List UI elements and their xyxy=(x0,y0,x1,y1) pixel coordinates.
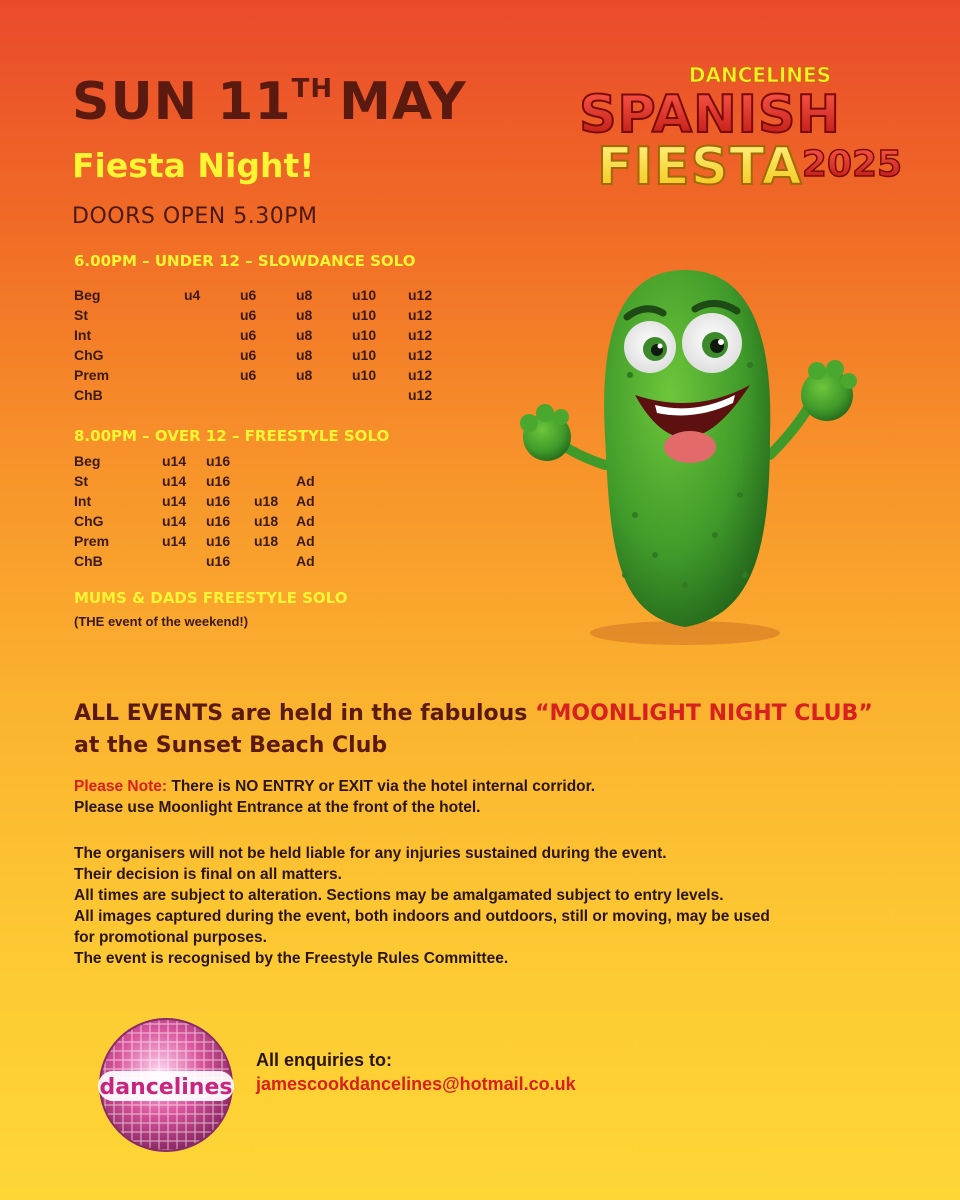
terms-line: The event is recognised by the Freestyle Rules Committee. xyxy=(74,950,509,967)
age-group: u6 xyxy=(240,367,257,383)
venue-club-name: “MOONLIGHT NIGHT CLUB” xyxy=(535,701,873,726)
date-ordinal: TH xyxy=(291,74,334,104)
age-group: u8 xyxy=(296,347,313,363)
age-group: Ad xyxy=(296,513,315,529)
age-group xyxy=(296,451,336,471)
age-group: u10 xyxy=(352,327,377,343)
terms-line: for promotional purposes. xyxy=(74,929,267,946)
age-group: u14 xyxy=(162,493,187,509)
age-group xyxy=(352,385,408,405)
level-label: ChB xyxy=(74,387,103,403)
terms-line: All times are subject to alteration. Sections may be amalgamated subject to entry levels. xyxy=(74,887,724,904)
level-label: St xyxy=(74,473,88,489)
schedule-row xyxy=(74,305,458,325)
doors-open: DOORS OPEN 5.30PM xyxy=(72,204,318,229)
age-group: u10 xyxy=(352,347,377,363)
age-group: u8 xyxy=(296,367,313,383)
schedule-row xyxy=(74,451,336,471)
level-label: Prem xyxy=(74,367,110,383)
age-group: Ad xyxy=(296,553,315,569)
terms-block xyxy=(74,843,944,969)
age-group xyxy=(184,305,240,325)
age-group: u16 xyxy=(206,493,231,509)
age-group: u12 xyxy=(408,387,433,403)
venue-line-2: at the Sunset Beach Club xyxy=(74,733,388,758)
section-over12-heading: 8.00PM – OVER 12 – FREESTYLE SOLO xyxy=(74,427,390,445)
age-group xyxy=(184,345,240,365)
pickle-mascot-illustration xyxy=(505,255,865,655)
age-group: Ad xyxy=(296,533,315,549)
venue-line-1 xyxy=(74,698,934,730)
event-date xyxy=(72,72,467,132)
age-group: u12 xyxy=(408,367,433,383)
age-group: u12 xyxy=(408,327,433,343)
age-group: u14 xyxy=(162,533,187,549)
schedule-row xyxy=(74,511,336,531)
enquiries-email-link[interactable]: jamescookdancelines@hotmail.co.uk xyxy=(256,1074,576,1094)
age-group: u14 xyxy=(162,513,187,529)
age-group: u18 xyxy=(254,493,279,509)
age-group xyxy=(240,385,296,405)
age-group: u6 xyxy=(240,327,257,343)
age-group: Ad xyxy=(296,473,315,489)
schedule-row xyxy=(74,551,336,571)
schedule-row xyxy=(74,285,458,305)
level-label: Beg xyxy=(74,287,101,303)
venue-intro: ALL EVENTS are held in the fabulous xyxy=(74,701,536,726)
section-under12-table xyxy=(74,285,458,405)
level-label: ChB xyxy=(74,553,103,569)
age-group: u6 xyxy=(240,307,257,323)
level-label: ChG xyxy=(74,513,104,529)
age-group: u6 xyxy=(240,347,257,363)
level-label: ChG xyxy=(74,347,104,363)
age-group: u16 xyxy=(206,473,231,489)
age-group: u10 xyxy=(352,367,377,383)
age-group: u8 xyxy=(296,327,313,343)
age-group xyxy=(184,385,240,405)
section-mums-dads-heading: MUMS & DADS FREESTYLE SOLO xyxy=(74,589,348,607)
notice-text-1: There is NO ENTRY or EXIT via the hotel internal corridor. xyxy=(167,778,596,795)
dancelines-disco-ball-logo xyxy=(96,1015,236,1155)
notice-line-1 xyxy=(74,776,934,797)
age-group xyxy=(254,471,296,491)
enquiries-label: All enquiries to: xyxy=(256,1050,393,1070)
logo-brand-text: dancelines xyxy=(99,1075,233,1100)
terms-line: Their decision is final on all matters. xyxy=(74,866,342,883)
level-label: St xyxy=(74,307,88,323)
age-group: u12 xyxy=(408,307,433,323)
spanish-fiesta-logo xyxy=(560,60,910,200)
notice-line-2: Please use Moonlight Entrance at the front of the hotel. xyxy=(74,799,481,816)
schedule-row xyxy=(74,491,336,511)
section-mums-dads-note: (THE event of the weekend!) xyxy=(74,614,249,629)
age-group: u12 xyxy=(408,347,433,363)
age-group xyxy=(162,551,206,571)
age-group: Ad xyxy=(296,493,315,509)
logo-year-text: 2025 xyxy=(801,144,903,185)
age-group: u16 xyxy=(206,533,231,549)
age-group: u16 xyxy=(206,453,231,469)
age-group: u14 xyxy=(162,453,187,469)
schedule-row xyxy=(74,325,458,345)
age-group: u16 xyxy=(206,513,231,529)
age-group xyxy=(254,551,296,571)
schedule-row xyxy=(74,345,458,365)
terms-line: The organisers will not be held liable for any injuries sustained during the event. xyxy=(74,845,667,862)
level-label: Int xyxy=(74,493,92,509)
age-group: u8 xyxy=(296,287,313,303)
logo-dancelines-text: DANCELINES xyxy=(688,63,832,87)
age-group: u18 xyxy=(254,513,279,529)
schedule-row xyxy=(74,385,458,405)
age-group: u14 xyxy=(162,473,187,489)
terms-line: All images captured during the event, both indoors and outdoors, still or moving, may be used xyxy=(74,908,770,925)
age-group: u4 xyxy=(184,287,201,303)
age-group: u10 xyxy=(352,307,377,323)
age-group: u10 xyxy=(352,287,377,303)
level-label: Int xyxy=(74,327,92,343)
age-group xyxy=(254,451,296,471)
age-group: u16 xyxy=(206,553,231,569)
age-group xyxy=(184,325,240,345)
schedule-row xyxy=(74,531,336,551)
age-group xyxy=(184,365,240,385)
section-under12-heading: 6.00PM – UNDER 12 – SLOWDANCE SOLO xyxy=(74,252,416,270)
age-group: u8 xyxy=(296,307,313,323)
date-prefix: SUN 11 xyxy=(72,72,292,132)
age-group: u18 xyxy=(254,533,279,549)
level-label: Beg xyxy=(74,453,101,469)
date-month: MAY xyxy=(339,72,467,132)
section-over12-table xyxy=(74,451,336,571)
age-group: u12 xyxy=(408,287,433,303)
schedule-row xyxy=(74,365,458,385)
age-group xyxy=(296,385,352,405)
entry-notice xyxy=(74,776,934,818)
level-label: Prem xyxy=(74,533,110,549)
notice-label: Please Note: xyxy=(74,778,168,795)
age-group: u6 xyxy=(240,287,257,303)
schedule-row xyxy=(74,471,336,491)
event-subtitle: Fiesta Night! xyxy=(72,146,315,185)
venue-statement xyxy=(74,698,934,762)
logo-spanish-text: SPANISH xyxy=(579,85,841,145)
logo-fiesta-text: FIESTA xyxy=(597,137,803,197)
